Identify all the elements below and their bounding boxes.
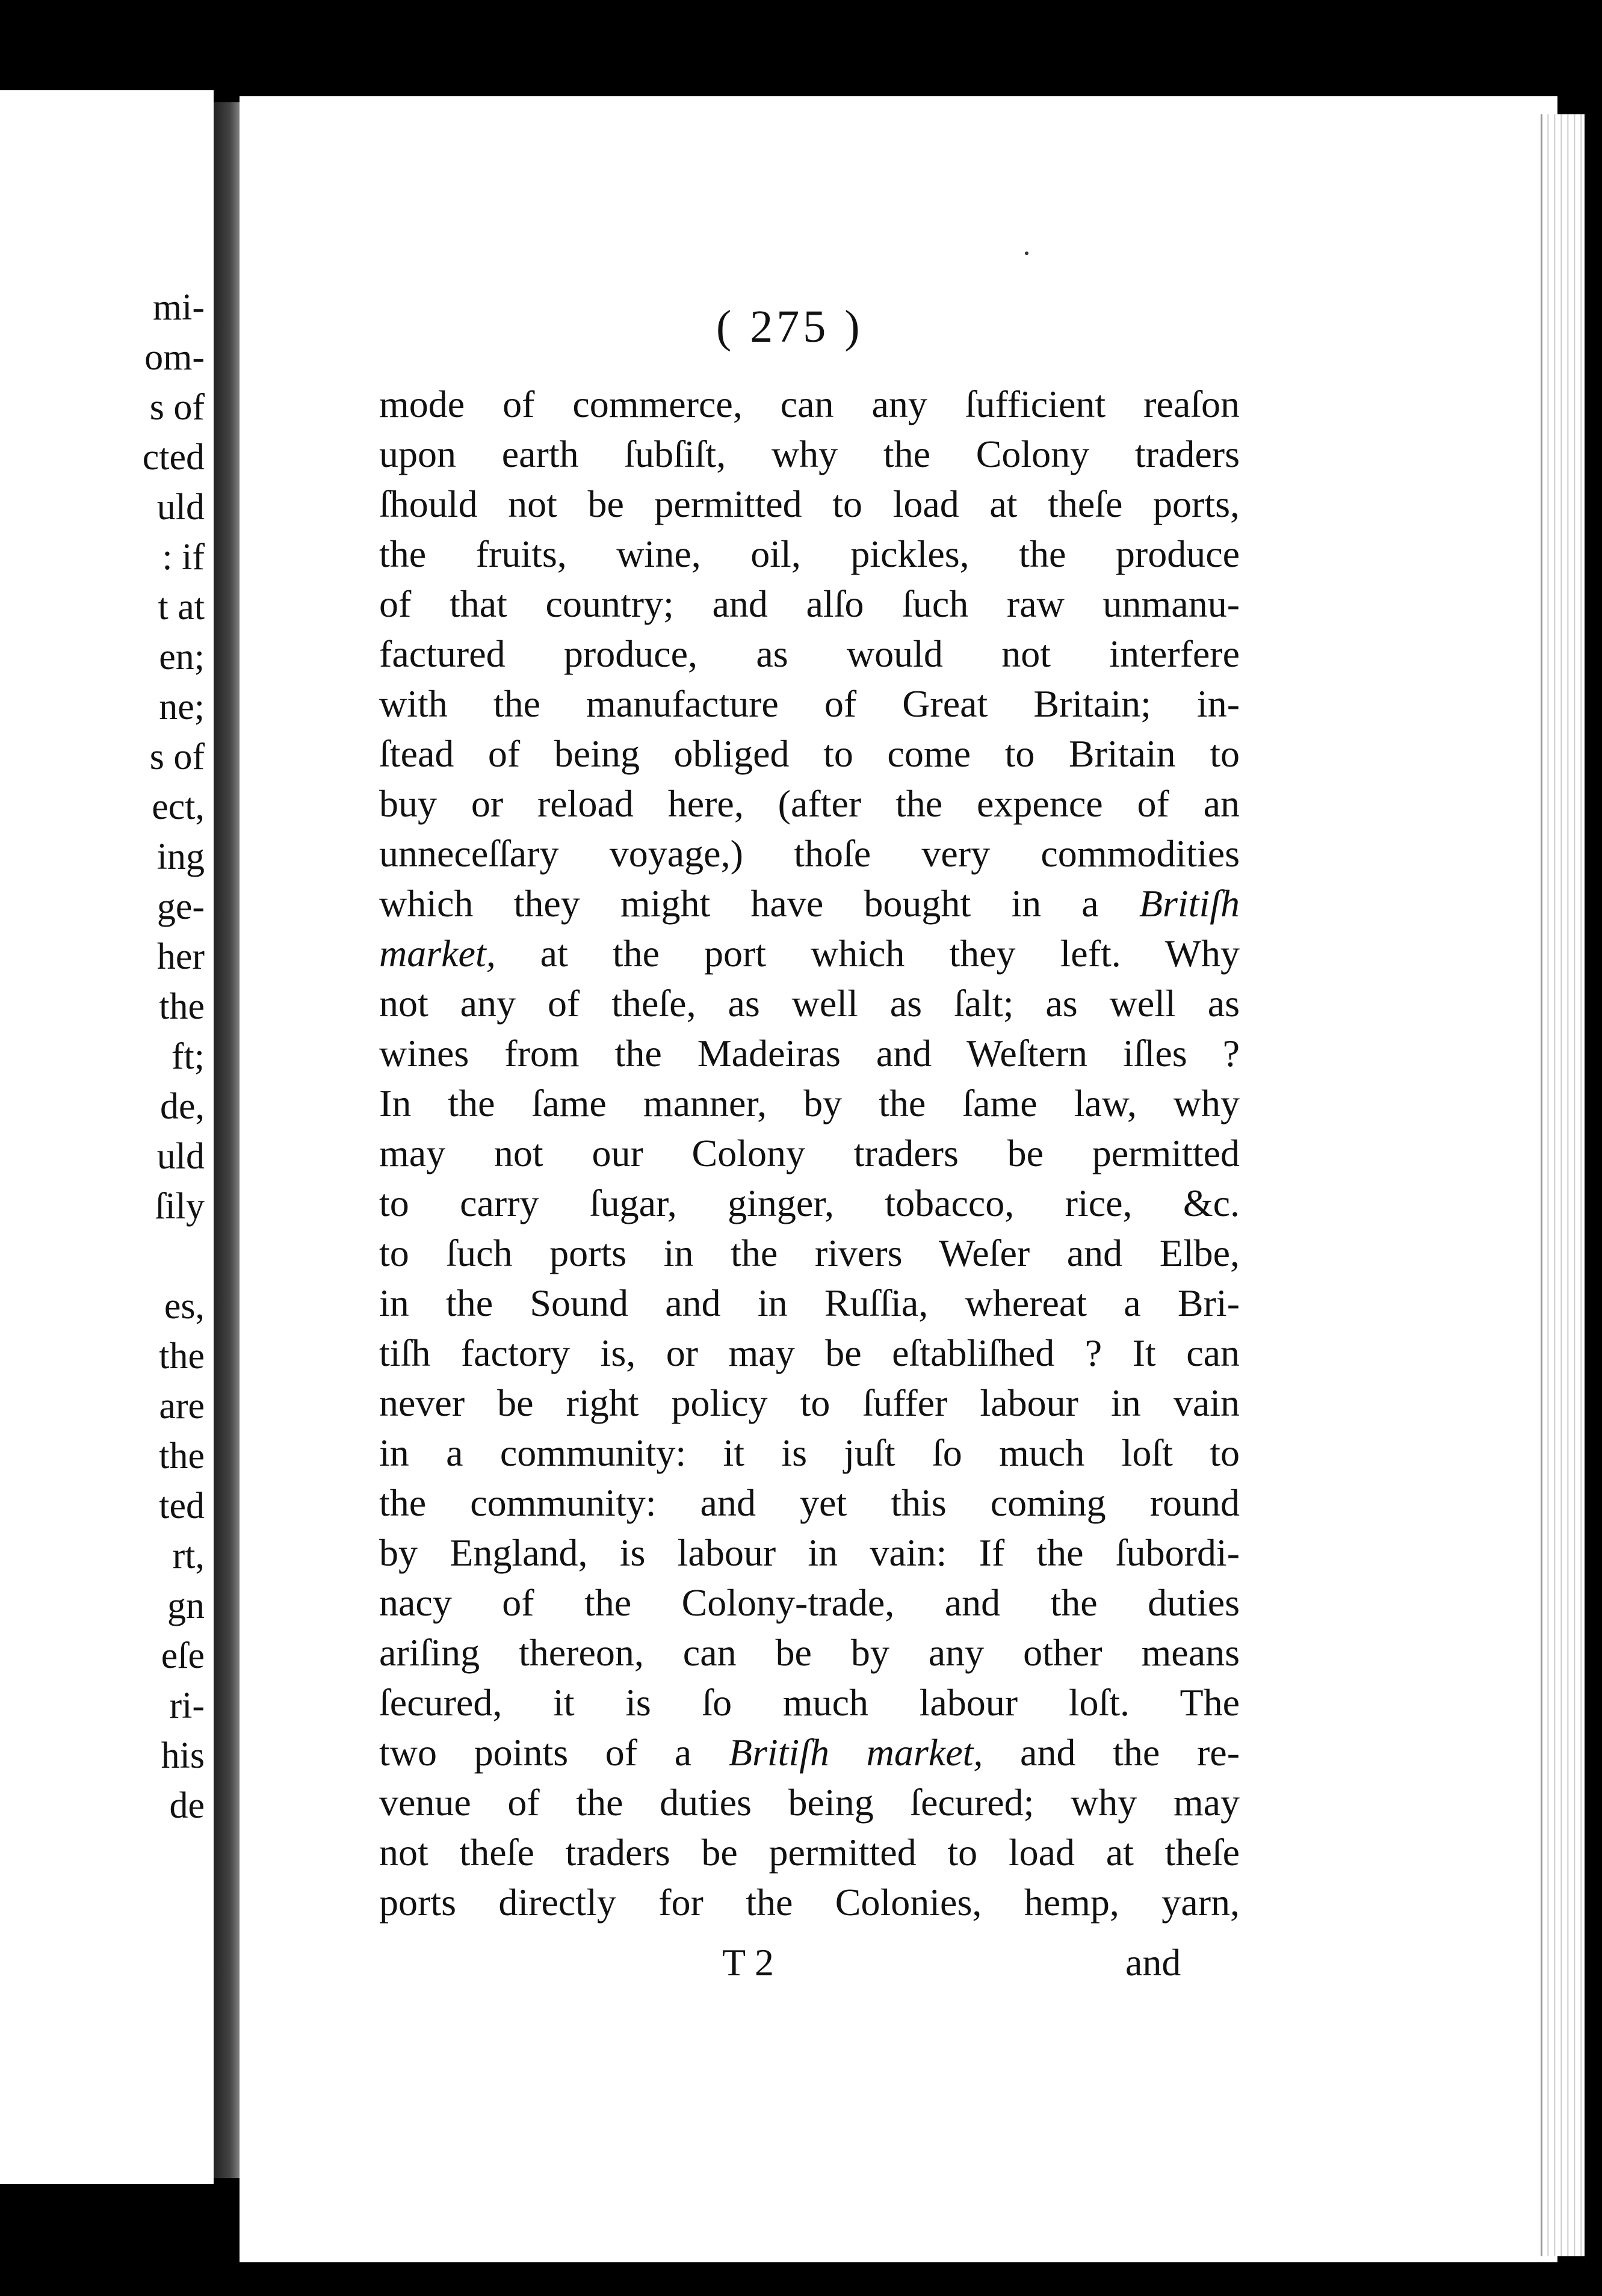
previous-page-fragment: s of bbox=[149, 736, 205, 777]
signature-mark: T 2 bbox=[722, 1941, 774, 1984]
text-line: never be right policy to ſuffer labour in vain bbox=[379, 1381, 1240, 1424]
body-text bbox=[379, 379, 1240, 1927]
text-line: not theſe traders be permitted to load at theſe bbox=[379, 1831, 1240, 1874]
previous-page-fragment: es, bbox=[164, 1286, 205, 1327]
text-line: with the manufacture of Great Britain; in- bbox=[379, 682, 1240, 725]
previous-page-fragment: ne; bbox=[159, 687, 205, 727]
text-line: ſecured, it is ſo much labour loſt. The bbox=[379, 1681, 1240, 1724]
previous-page-fragment: mi- bbox=[152, 287, 205, 328]
previous-page-fragment: de, bbox=[159, 1086, 205, 1127]
text-line: not any of theſe, as well as ſalt; as well as bbox=[379, 982, 1240, 1025]
previous-page-sliver bbox=[0, 90, 214, 2184]
text-line: wines from the Madeiras and Weſtern iſles ? bbox=[379, 1032, 1240, 1075]
book-gutter bbox=[214, 102, 241, 2178]
previous-page-fragment: the bbox=[159, 986, 205, 1027]
previous-page-fragment: ge- bbox=[156, 886, 205, 927]
previous-page-fragment: his bbox=[161, 1735, 205, 1776]
previous-page-fragment: ing bbox=[156, 836, 205, 877]
previous-page-fragment: ect, bbox=[152, 786, 205, 827]
text-line: to carry ſugar, ginger, tobacco, rice, &c. bbox=[379, 1182, 1240, 1224]
text-line: in a community: it is juſt ſo much loſt to bbox=[379, 1431, 1240, 1474]
text-line: mode of commerce, can any ſufficient reaſon bbox=[379, 383, 1240, 425]
text-line: factured produce, as would not interfere bbox=[379, 632, 1240, 675]
previous-page-fragment: cted bbox=[142, 437, 205, 478]
text-line: buy or reload here, (after the expence of an bbox=[379, 782, 1240, 825]
previous-page-fragment: the bbox=[159, 1336, 205, 1377]
page-number: ( 275 ) bbox=[716, 301, 864, 352]
text-line: in the Sound and in Ruſſia, whereat a Bri- bbox=[379, 1282, 1240, 1324]
previous-page-fragment: are bbox=[159, 1386, 205, 1427]
previous-page-fragment: gn bbox=[167, 1585, 205, 1626]
previous-page-fragment: de bbox=[169, 1785, 205, 1826]
previous-page-fragment: eſe bbox=[161, 1635, 205, 1676]
text-line: tiſh factory is, or may be eſtabliſhed ? It can bbox=[379, 1332, 1240, 1374]
previous-page-fragment: ſily bbox=[155, 1186, 205, 1227]
text-line: of that country; and alſo ſuch raw unmanu- bbox=[379, 582, 1240, 625]
text-line: ſhould not be permitted to load at theſe ports, bbox=[379, 483, 1240, 525]
text-line: to ſuch ports in the rivers Weſer and Elbe, bbox=[379, 1232, 1240, 1274]
previous-page-fragment: the bbox=[159, 1436, 205, 1477]
page-edge-stack bbox=[1541, 114, 1585, 2256]
text-line: may not our Colony traders be permitted bbox=[379, 1132, 1240, 1174]
page-speck bbox=[1025, 252, 1028, 255]
text-line: which they might have bought in a Britiſh bbox=[379, 882, 1240, 925]
previous-page-fragment: en; bbox=[159, 637, 205, 677]
text-line: by England, is labour in vain: If the ſubordi- bbox=[379, 1531, 1240, 1574]
previous-page-fragment: ted bbox=[159, 1486, 205, 1526]
previous-page-fragment: her bbox=[156, 936, 205, 977]
text-line: the fruits, wine, oil, pickles, the produce bbox=[379, 532, 1240, 575]
text-line: unneceſſary voyage,) thoſe very commodities bbox=[379, 832, 1240, 875]
text-line: ariſing thereon, can be by any other means bbox=[379, 1631, 1240, 1674]
text-line: market, at the port which they left. Why bbox=[379, 932, 1240, 975]
text-line: the community: and yet this coming round bbox=[379, 1481, 1240, 1524]
text-line: ports directly for the Colonies, hemp, yarn, bbox=[379, 1881, 1240, 1924]
previous-page-fragment: ft; bbox=[171, 1036, 205, 1077]
previous-page-fragment: uld bbox=[156, 1136, 205, 1177]
text-line: ſtead of being obliged to come to Britain to bbox=[379, 732, 1240, 775]
catchword: and bbox=[1125, 1941, 1181, 1984]
previous-page-fragment: uld bbox=[156, 487, 205, 528]
text-line: nacy of the Colony-trade, and the duties bbox=[379, 1581, 1240, 1624]
previous-page-fragment: ri- bbox=[169, 1685, 205, 1726]
previous-page-fragment: rt, bbox=[172, 1535, 205, 1576]
text-line: upon earth ſubſiſt, why the Colony traders bbox=[379, 433, 1240, 475]
previous-page-fragment: s of bbox=[149, 387, 205, 428]
text-line: In the ſame manner, by the ſame law, why bbox=[379, 1082, 1240, 1125]
previous-page-fragment: : if bbox=[162, 537, 205, 578]
text-line: two points of a Britiſh market, and the re- bbox=[379, 1731, 1240, 1774]
previous-page-fragment: om- bbox=[144, 337, 205, 378]
previous-page-fragment: t at bbox=[158, 587, 205, 628]
text-line: venue of the duties being ſecured; why may bbox=[379, 1781, 1240, 1824]
